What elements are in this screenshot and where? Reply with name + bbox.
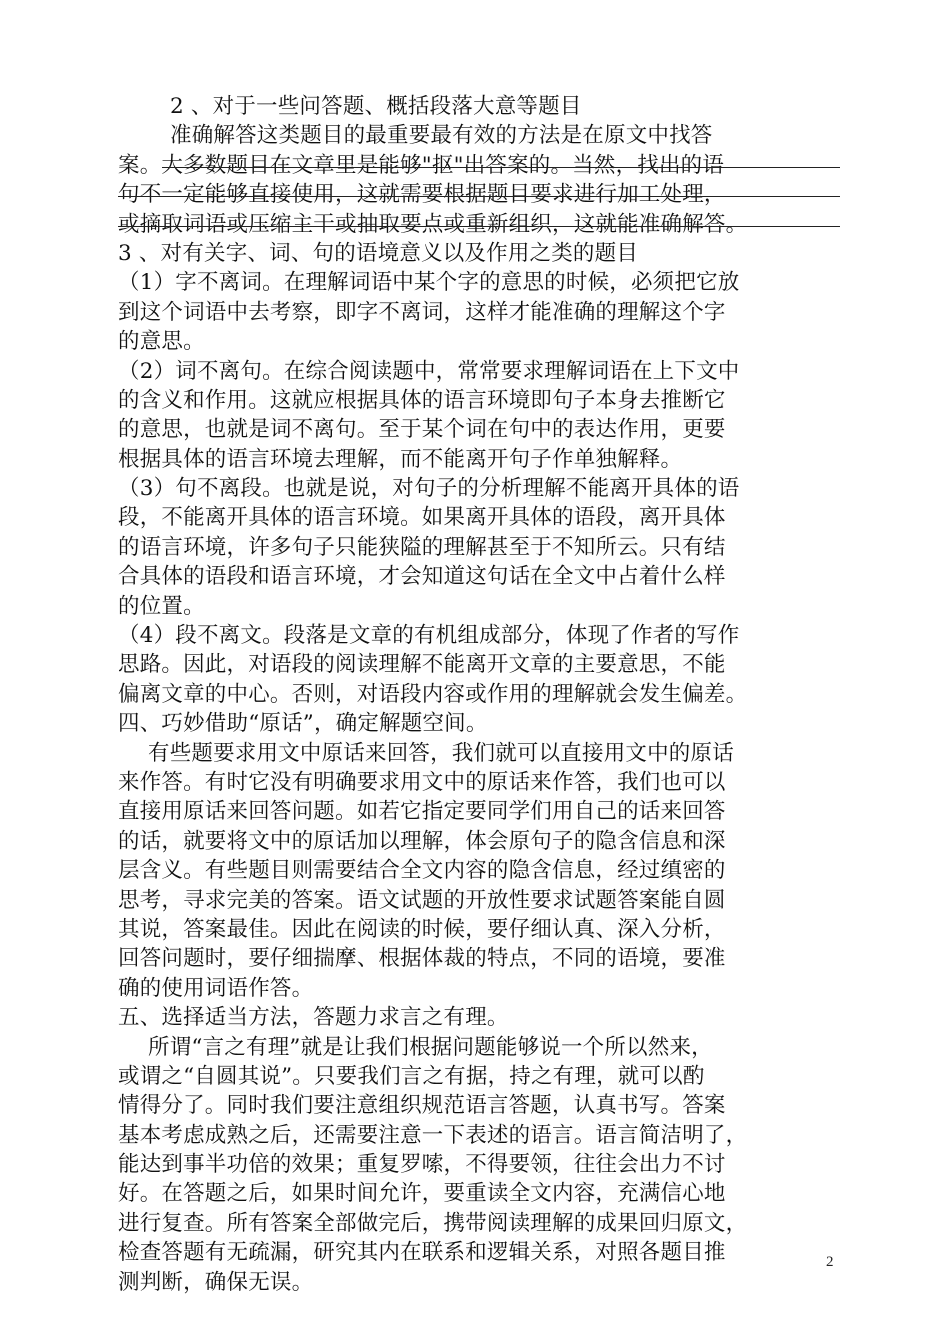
text-line: 的含义和作用。这就应根据具体的语言环境即句子本身去推断它	[118, 387, 726, 413]
text-line: 检查答题有无疏漏，研究其内在联系和逻辑关系，对照各题目推	[118, 1240, 726, 1266]
text-line: 的话，就要将文中的原话加以理解，体会原句子的隐含信息和深	[118, 828, 726, 854]
text-line: 思考，寻求完美的答案。语文试题的开放性要求试题答案能自圆	[118, 887, 726, 913]
text-line: 到这个词语中去考察，即字不离词，这样才能准确的理解这个字	[118, 299, 726, 325]
text-line: 段，不能离开具体的语言环境。如果离开具体的语段，离开具体	[118, 505, 726, 531]
text-line: 2 、对于一些问答题、概括段落大意等题目	[170, 94, 582, 119]
text-line: 有些题要求用文中原话来回答，我们就可以直接用文中的原话	[148, 740, 734, 766]
text-line: 确的使用词语作答。	[118, 975, 314, 1001]
text-line: 的意思。	[118, 329, 205, 355]
text-line-struck: 或摘取词语或压缩主干或抽取要点或重新组织，这就能准确解答。	[118, 210, 840, 239]
text-line: 或谓之“自圆其说”。只要我们言之有据，持之有理，就可以酌	[118, 1063, 705, 1089]
text-line: 的意思，也就是词不离句。至于某个词在句中的表达作用，更要	[118, 417, 726, 443]
text-line: （1）字不离词。在理解词语中某个字的意思的时候，必须把它放	[118, 270, 740, 296]
text-line: 合具体的语段和语言环境，才会知道这句话在全文中占着什么样	[118, 564, 726, 590]
text-line: 进行复查。所有答案全部做完后，携带阅读理解的成果回归原文，	[118, 1210, 748, 1236]
text-line: 层含义。有些题目则需要结合全文内容的隐含信息，经过缜密的	[118, 858, 726, 884]
text-line: 准确解答这类题目的最重要最有效的方法是在原文中找答	[170, 123, 713, 149]
text-line: 其说，答案最佳。因此在阅读的时候，要仔细认真、深入分析，	[118, 916, 726, 942]
text-line: 直接用原话来回答问题。如若它指定要同学们用自己的话来回答	[118, 799, 726, 825]
document-body	[118, 92, 840, 1297]
text-line: 能达到事半功倍的效果；重复罗嗦，不得要领，往往会出力不讨	[118, 1152, 726, 1178]
text-line-struck: 案。大多数题目在文章里是能够"抠"出答案的。当然，找出的语	[118, 151, 840, 180]
section-heading: 五、选择适当方法，答题力求言之有理。	[118, 1005, 509, 1031]
text-line: 根据具体的语言环境去理解，而不能离开句子作单独解释。	[118, 446, 683, 472]
text-line: 的位置。	[118, 593, 205, 619]
text-line: （2）词不离句。在综合阅读题中，常常要求理解词语在上下文中	[118, 358, 740, 384]
text-line: （3）句不离段。也就是说，对句子的分析理解不能离开具体的语	[118, 476, 740, 502]
text-line: 的语言环境，许多句子只能狭隘的理解甚至于不知所云。只有结	[118, 534, 726, 560]
text-line: 情得分了。同时我们要注意组织规范语言答题，认真书写。答案	[118, 1093, 726, 1119]
text-line: 3 、对有关字、词、句的语境意义以及作用之类的题目	[118, 240, 639, 266]
text-line: 偏离文章的中心。否则，对语段内容或作用的理解就会发生偏差。	[118, 681, 748, 707]
text-line: 所谓“言之有理”就是让我们根据问题能够说一个所以然来，	[148, 1034, 713, 1060]
text-line-struck: 句不一定能够直接使用，这就需要根据题目要求进行加工处理，	[118, 180, 840, 209]
text-line: 基本考虑成熟之后，还需要注意一下表述的语言。语言简洁明了，	[118, 1122, 748, 1148]
text-line: 回答问题时，要仔细揣摩、根据体裁的特点，不同的语境，要准	[118, 946, 726, 972]
text-line: 好。在答题之后，如果时间允许，要重读全文内容，充满信心地	[118, 1181, 726, 1207]
text-line: （4）段不离文。段落是文章的有机组成部分，体现了作者的写作	[118, 623, 740, 649]
page-number: 2	[826, 1254, 834, 1270]
section-heading: 四、巧妙借助“原话”，确定解题空间。	[118, 711, 488, 737]
text-line: 思路。因此，对语段的阅读理解不能离开文章的主要意思，不能	[118, 652, 726, 678]
text-line: 来作答。有时它没有明确要求用文中的原话来作答，我们也可以	[118, 769, 726, 795]
text-line: 测判断，确保无误。	[118, 1269, 314, 1295]
